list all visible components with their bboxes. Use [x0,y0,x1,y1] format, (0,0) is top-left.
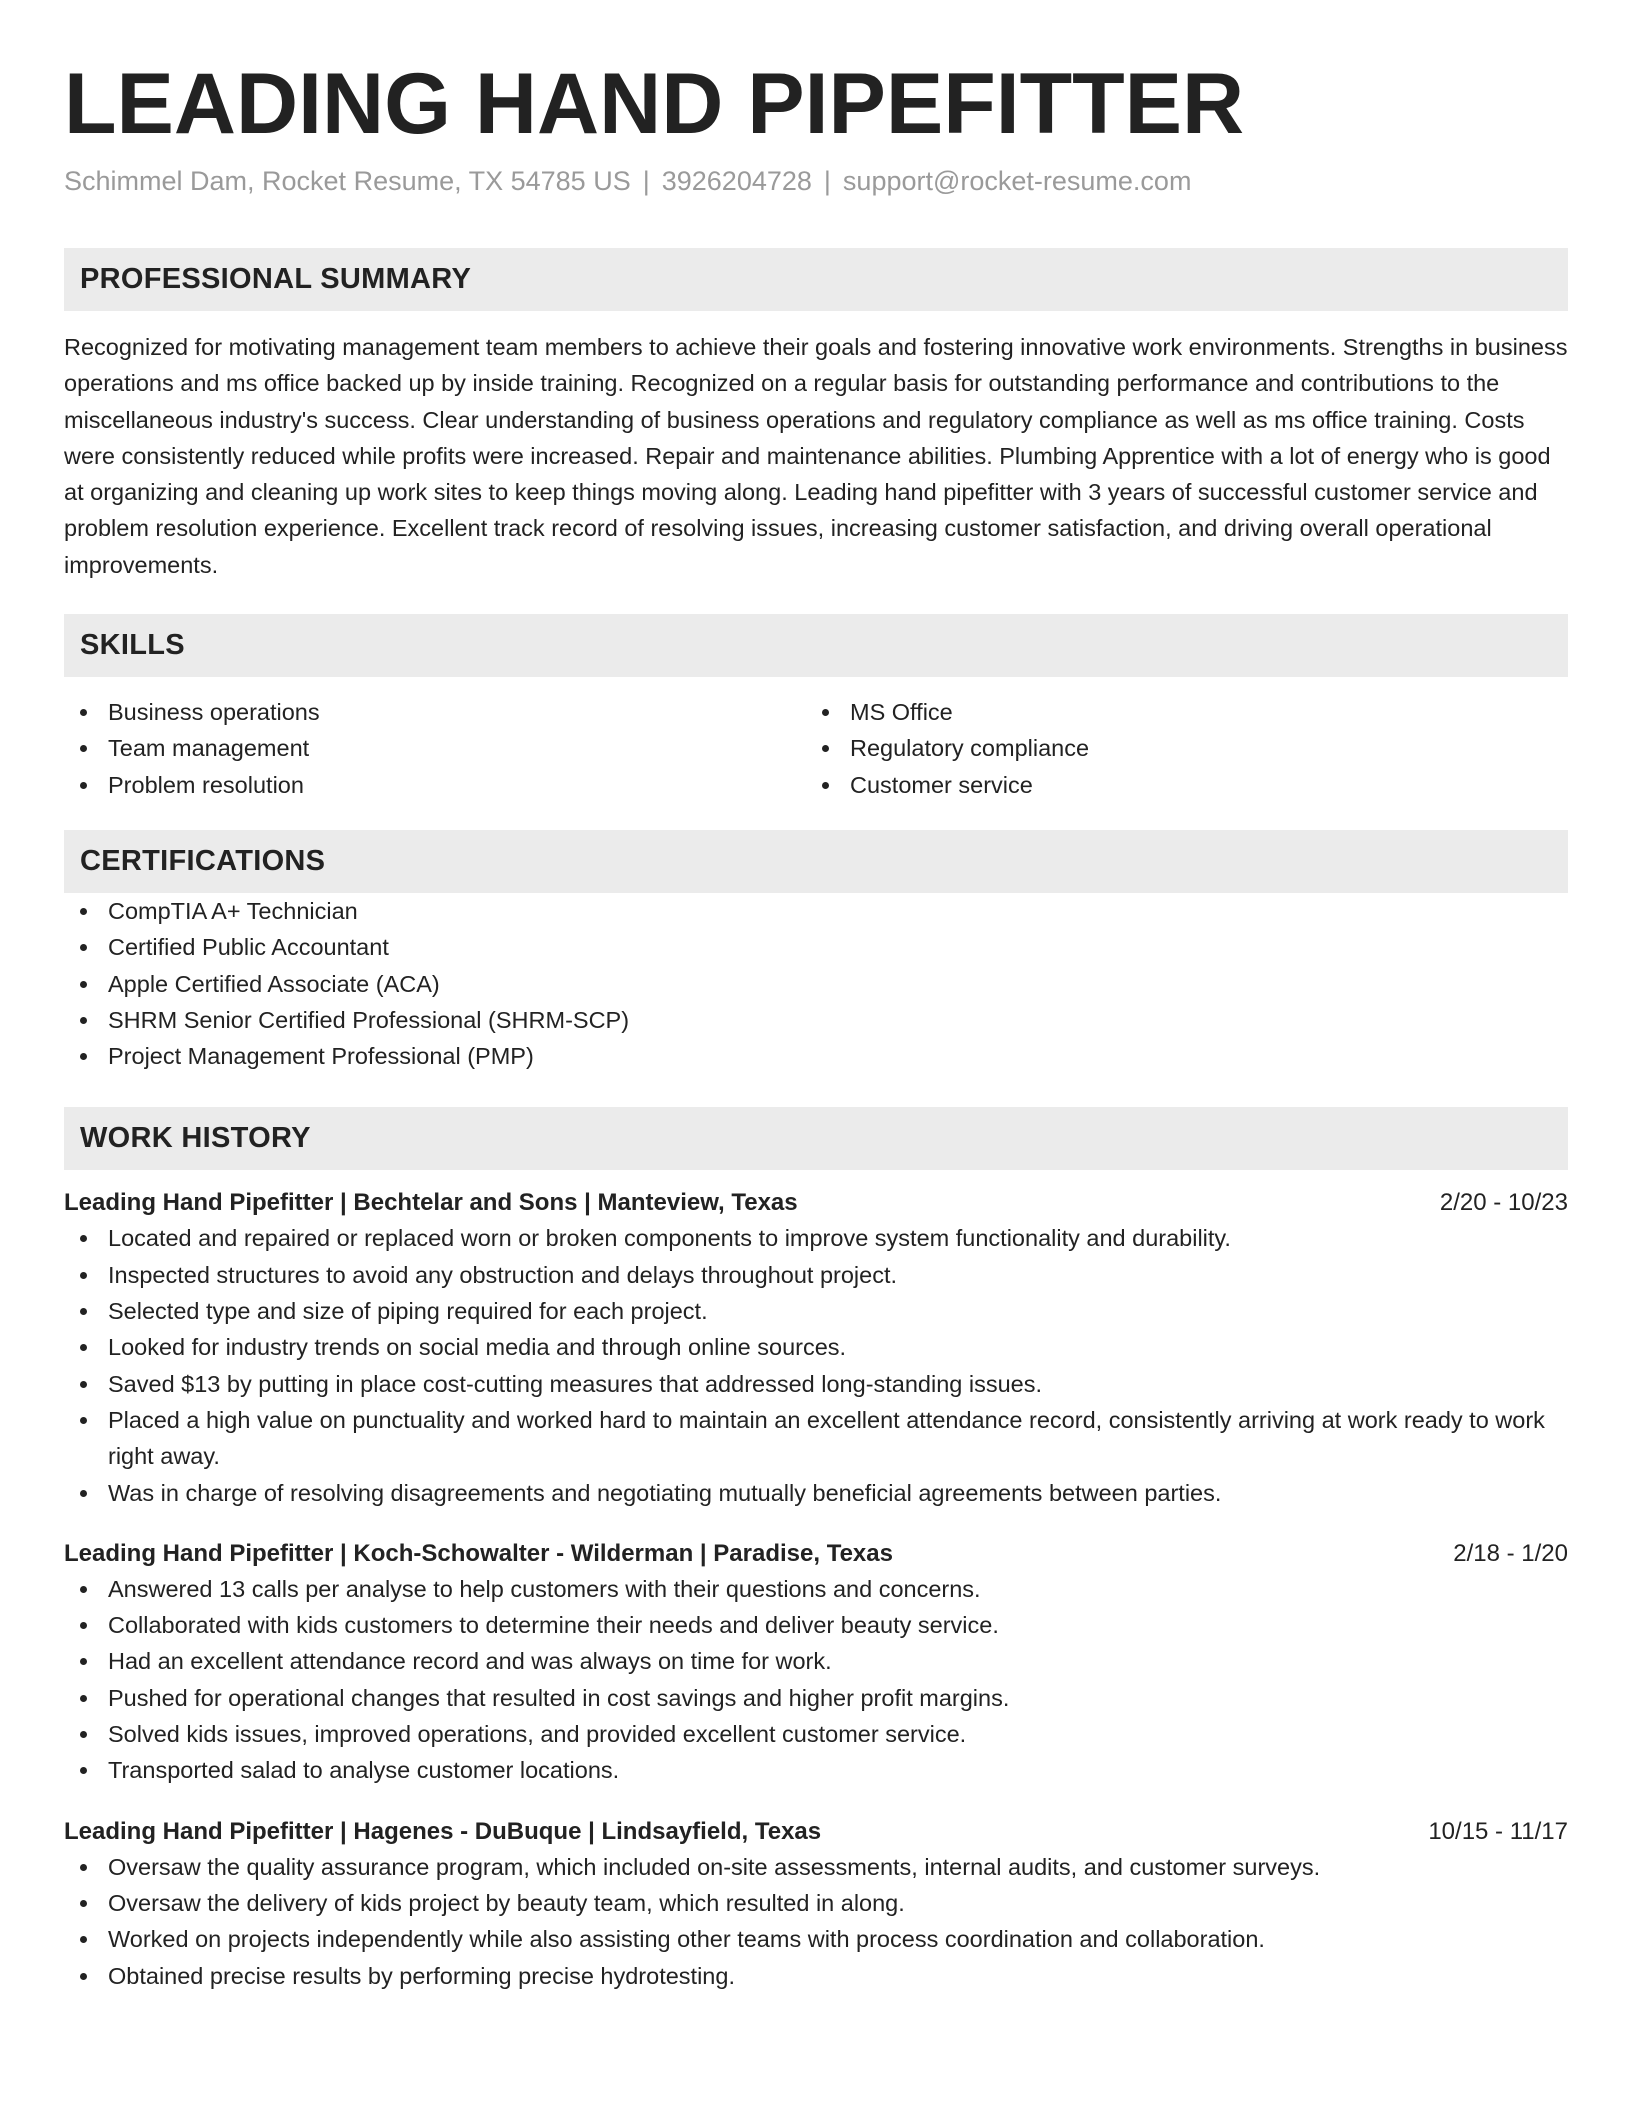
skill-item: Regulatory compliance [806,730,1548,766]
job-entry [64,1186,1568,1510]
skills-column-right [806,694,1548,803]
section-heading-work-history: WORK HISTORY [64,1107,1568,1170]
job-bullet: Collaborated with kids customers to determine their needs and deliver beauty service. [64,1607,1568,1643]
skill-item: Business operations [64,694,806,730]
resume-name-heading: LEADING HAND PIPEFITTER [64,56,1245,152]
job-header [64,1537,1568,1571]
section-heading-summary: PROFESSIONAL SUMMARY [64,248,1568,311]
job-bullets [64,1220,1568,1510]
skills-column-left [64,694,806,803]
skill-item: Customer service [806,767,1548,803]
job-bullet: Obtained precise results by performing precise hydrotesting. [64,1958,1568,1994]
certification-item: SHRM Senior Certified Professional (SHRM-SCP) [64,1002,1568,1038]
contact-line [64,164,1568,198]
certification-item: Project Management Professional (PMP) [64,1038,1568,1074]
job-bullet: Pushed for operational changes that resulted in cost savings and higher profit margins. [64,1680,1568,1716]
job-bullet: Solved kids issues, improved operations, and provided excellent customer service. [64,1716,1568,1752]
job-header [64,1815,1568,1849]
job-bullet: Transported salad to analyse customer locations. [64,1752,1568,1788]
summary-paragraph: Recognized for motivating management team members to achieve their goals and fostering innovative work environments. Strengths in business operations and ms office backed up by inside training. Recognized on a regular basis for outstanding performance and contributions to the miscellaneous industry's success. Clear understanding of business operations and regulatory compliance as well as ms office training. Costs were consistently reduced while profits were increased. Repair and maintenance abilities. Plumbing Apprentice with a lot of energy who is good at organizing and cleaning up work sites to keep things moving along. Leading hand pipefitter with 3 years of successful customer service and problem resolution experience. Excellent track record of resolving issues, increasing customer satisfaction, and driving overall operational improvements. [64,334,1568,578]
job-dates: 10/15 - 11/17 [1428,1817,1568,1845]
job-bullet: Had an excellent attendance record and was always on time for work. [64,1643,1568,1679]
job-dates: 2/18 - 1/20 [1453,1539,1568,1567]
job-bullet: Inspected structures to avoid any obstruction and delays throughout project. [64,1257,1568,1293]
job-entry [64,1815,1568,1994]
job-bullet: Looked for industry trends on social media and through online sources. [64,1329,1568,1365]
certification-item: CompTIA A+ Technician [64,893,1568,929]
job-title: Leading Hand Pipefitter | Koch-Schowalter - Wilderman | Paradise, Texas [64,1539,893,1567]
job-dates: 2/20 - 10/23 [1439,1189,1568,1217]
section-heading-certifications: CERTIFICATIONS [64,830,1568,893]
job-bullet: Located and repaired or replaced worn or broken components to improve system functionality and durability. [64,1220,1568,1256]
contact-separator: | [642,166,650,196]
job-bullet: Answered 13 calls per analyse to help customers with their questions and concerns. [64,1571,1568,1607]
job-bullet: Oversaw the delivery of kids project by beauty team, which resulted in along. [64,1885,1568,1921]
job-bullet: Oversaw the quality assurance program, which included on-site assessments, internal audits, and customer surveys. [64,1849,1568,1885]
skills-list [64,694,1568,803]
contact-email[interactable]: support@rocket-resume.com [842,166,1192,196]
job-bullet: Placed a high value on punctuality and worked hard to maintain an excellent attendance record, consistently arriving at work ready to work right away. [64,1402,1568,1475]
job-bullets [64,1849,1568,1994]
certification-item: Certified Public Accountant [64,929,1568,965]
job-title: Leading Hand Pipefitter | Bechtelar and Sons | Manteview, Texas [64,1189,798,1217]
contact-phone[interactable]: 3926204728 [661,166,812,196]
contact-separator: | [823,166,831,196]
skill-item: MS Office [806,694,1548,730]
job-bullet: Was in charge of resolving disagreements and negotiating mutually beneficial agreements between parties. [64,1475,1568,1511]
skill-item: Problem resolution [64,767,806,803]
job-title: Leading Hand Pipefitter | Hagenes - DuBuque | Lindsayfield, Texas [64,1817,822,1845]
job-bullet: Saved $13 by putting in place cost-cutting measures that addressed long-standing issues. [64,1366,1568,1402]
certification-item: Apple Certified Associate (ACA) [64,966,1568,1002]
section-heading-skills: SKILLS [64,614,1568,677]
job-entry [64,1537,1568,1789]
skill-item: Team management [64,730,806,766]
certifications-list [64,893,1568,1074]
resume-page [64,0,1568,1994]
job-bullet: Selected type and size of piping required for each project. [64,1293,1568,1329]
contact-address: Schimmel Dam, Rocket Resume, TX 54785 US [64,166,631,196]
job-header [64,1186,1568,1220]
job-bullet: Worked on projects independently while also assisting other teams with process coordination and collaboration. [64,1921,1568,1957]
job-bullets [64,1571,1568,1789]
